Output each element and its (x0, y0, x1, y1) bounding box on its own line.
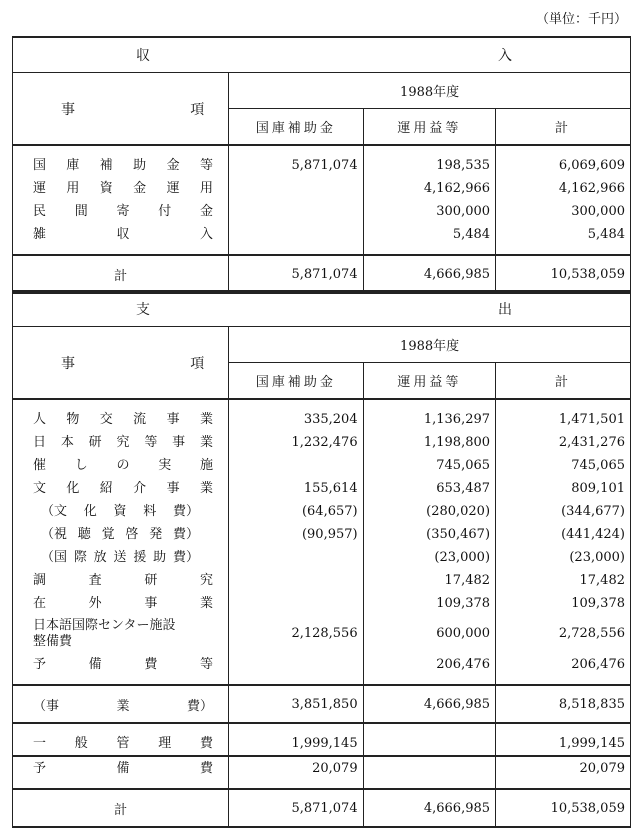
expense-rows (13, 399, 630, 685)
income-row (13, 145, 630, 177)
income-row-v3: 300,000 (496, 200, 630, 223)
expense-table (12, 290, 631, 828)
income-total-v3: 10,538,059 (496, 255, 630, 293)
expense-title-right: 出 (363, 291, 630, 327)
expense-subtotal-v3: 8,518,835 (496, 685, 630, 723)
income-total-row (13, 255, 630, 293)
general-row-v3: 1,999,145 (496, 723, 630, 756)
expense-row (13, 500, 630, 523)
income-row-v2: 5,484 (363, 223, 495, 255)
general-row (13, 723, 630, 756)
income-col-revenue: 運用益等 (363, 109, 495, 146)
expense-row-item (13, 399, 229, 431)
income-title-right: 入 (363, 37, 630, 73)
item-header-b: 項 (190, 101, 205, 118)
expense-row-v3: 206,476 (496, 653, 630, 685)
expense-row-v3: (23,000) (496, 546, 630, 569)
income-row (13, 200, 630, 223)
income-table (12, 36, 631, 294)
income-rows (13, 145, 630, 255)
expense-row-item (13, 592, 229, 615)
expense-year-header: 1988年度 (229, 327, 630, 363)
general-row-v2 (363, 723, 495, 756)
row-label: 予 備 費 (33, 761, 213, 776)
income-total-v1: 5,871,074 (229, 255, 363, 293)
expense-row-v2: 653,487 (363, 477, 495, 500)
expense-row-item (13, 477, 229, 500)
expense-row-v3: 2,431,276 (496, 431, 630, 454)
row-label: 在 外 事 業 (33, 596, 213, 611)
subtotal-label-text: （事 業 費） (33, 698, 213, 714)
expense-row-v2: (23,000) (363, 546, 495, 569)
expense-row-v3: 2,728,556 (496, 615, 630, 653)
general-row-item (13, 756, 229, 789)
expense-total-row (13, 789, 630, 827)
expense-total-label: 計 (13, 789, 229, 827)
expense-row-v3: 809,101 (496, 477, 630, 500)
row-label: 運 用 資 金 運 用 (33, 181, 213, 196)
row-label-line1: 日本語国際センター施設 (33, 618, 176, 633)
expense-row-v2: 1,136,297 (363, 399, 495, 431)
row-label: 調 査 研 究 (33, 573, 213, 588)
income-row-v2: 198,535 (363, 145, 495, 177)
expense-row-item (13, 546, 229, 569)
row-label: 催 し の 実 施 (33, 458, 213, 473)
income-row-v1 (229, 223, 363, 255)
income-row-item (13, 223, 229, 255)
expense-row (13, 454, 630, 477)
expense-row (13, 523, 630, 546)
expense-row-v3: 109,378 (496, 592, 630, 615)
general-row-v1: 20,079 (229, 756, 363, 789)
general-row (13, 756, 630, 789)
expense-row-v3: (344,677) (496, 500, 630, 523)
item-header-a: 事 (61, 355, 75, 372)
expense-row-v3: (441,424) (496, 523, 630, 546)
expense-row-v1: 2,128,556 (291, 626, 358, 641)
unit-note: （単位：千円） (535, 12, 627, 27)
expense-row-v2: 206,476 (363, 653, 495, 685)
row-label: 文 化 紹 介 事 業 (33, 481, 213, 496)
expense-row-v2: 745,065 (363, 454, 495, 477)
expense-row-item (13, 431, 229, 454)
row-label: 一 般 管 理 費 (33, 736, 213, 751)
income-row-item (13, 200, 229, 223)
expense-total-v3: 10,538,059 (496, 789, 630, 827)
expense-row-v1 (229, 569, 363, 592)
expense-row (13, 431, 630, 454)
row-label: 日 本 研 究 等 事 業 (33, 435, 213, 450)
expense-row-v3: 17,482 (496, 569, 630, 592)
expense-row-v1 (229, 546, 363, 569)
general-row-item (13, 723, 229, 756)
income-row-v1 (229, 177, 363, 200)
row-label: 予 備 費 等 (33, 657, 213, 672)
expense-row-v3: 1,471,501 (496, 399, 630, 431)
expense-row-v2: 109,378 (363, 592, 495, 615)
expense-row-item (13, 523, 229, 546)
income-row-v3: 6,069,609 (496, 145, 630, 177)
income-row-v2: 300,000 (363, 200, 495, 223)
expense-row-v1 (229, 592, 363, 615)
row-label: 雑 収 入 (33, 227, 213, 242)
expense-row-item (13, 615, 229, 653)
row-label: 人 物 交 流 事 業 (33, 412, 213, 427)
row-label: （国 際 放 送 援 助 費） (41, 550, 199, 565)
row-label: （文 化 資 料 費） (41, 504, 199, 519)
expense-row (13, 653, 630, 685)
expense-row (13, 615, 630, 653)
income-row-v1 (229, 200, 363, 223)
expense-row-v2: 17,482 (363, 569, 495, 592)
income-row-v1: 5,871,074 (291, 158, 358, 173)
expense-row-v1 (229, 454, 363, 477)
expense-row-v1: 335,204 (303, 412, 358, 427)
expense-subtotal-v1: 3,851,850 (229, 685, 363, 723)
expense-row (13, 592, 630, 615)
income-total-v2: 4,666,985 (363, 255, 495, 293)
general-row-v3: 20,079 (496, 756, 630, 789)
expense-row (13, 569, 630, 592)
expense-row-item (13, 569, 229, 592)
income-col-total: 計 (496, 109, 630, 146)
income-total-label: 計 (13, 255, 229, 293)
expense-subtotal-v2: 4,666,985 (363, 685, 495, 723)
expense-col-subsidy: 国庫補助金 (229, 363, 363, 400)
expense-row-v2: 600,000 (363, 615, 495, 653)
expense-row-v2: 1,198,800 (363, 431, 495, 454)
expense-row-item (13, 454, 229, 477)
expense-row-v2: (350,467) (363, 523, 495, 546)
expense-row (13, 399, 630, 431)
expense-subtotal-label (13, 685, 229, 723)
expense-total-v1: 5,871,074 (229, 789, 363, 827)
item-header-b: 項 (190, 355, 205, 372)
expense-row (13, 477, 630, 500)
income-col-subsidy: 国庫補助金 (229, 109, 363, 146)
expense-title-left: 支 (13, 291, 363, 327)
expense-row-v1: 1,232,476 (291, 435, 358, 450)
expense-row-item (13, 653, 229, 685)
expense-row (13, 546, 630, 569)
income-row-v2: 4,162,966 (363, 177, 495, 200)
income-row (13, 223, 630, 255)
income-title-left: 収 (13, 37, 363, 73)
expense-row-v3: 745,065 (496, 454, 630, 477)
income-row-item (13, 145, 229, 177)
row-label-line2: 整備費 (33, 634, 73, 649)
income-row-v3: 4,162,966 (496, 177, 630, 200)
expense-row-v1: 155,614 (303, 481, 358, 496)
income-row-v3: 5,484 (496, 223, 630, 255)
row-label: 民 間 寄 付 金 (33, 204, 213, 219)
general-rows (13, 723, 630, 789)
income-year-header: 1988年度 (229, 73, 630, 109)
general-row-v2 (363, 756, 495, 789)
expense-row-v2: (280,020) (363, 500, 495, 523)
row-label: （視 聴 覚 啓 発 費） (41, 527, 199, 542)
expense-total-v2: 4,666,985 (363, 789, 495, 827)
expense-item-header (13, 327, 229, 400)
expense-row-v1: (90,957) (301, 527, 358, 542)
income-row-item (13, 177, 229, 200)
expense-col-total: 計 (496, 363, 630, 400)
expense-row-item (13, 500, 229, 523)
row-label: 国 庫 補 助 金 等 (33, 158, 213, 173)
expense-col-revenue: 運用益等 (363, 363, 495, 400)
expense-subtotal-row (13, 685, 630, 723)
income-row (13, 177, 630, 200)
expense-row-v1: (64,657) (301, 504, 358, 519)
expense-row-v1 (229, 653, 363, 685)
general-row-v1: 1,999,145 (229, 723, 363, 756)
income-item-header (13, 73, 229, 146)
item-header-a: 事 (61, 101, 75, 118)
